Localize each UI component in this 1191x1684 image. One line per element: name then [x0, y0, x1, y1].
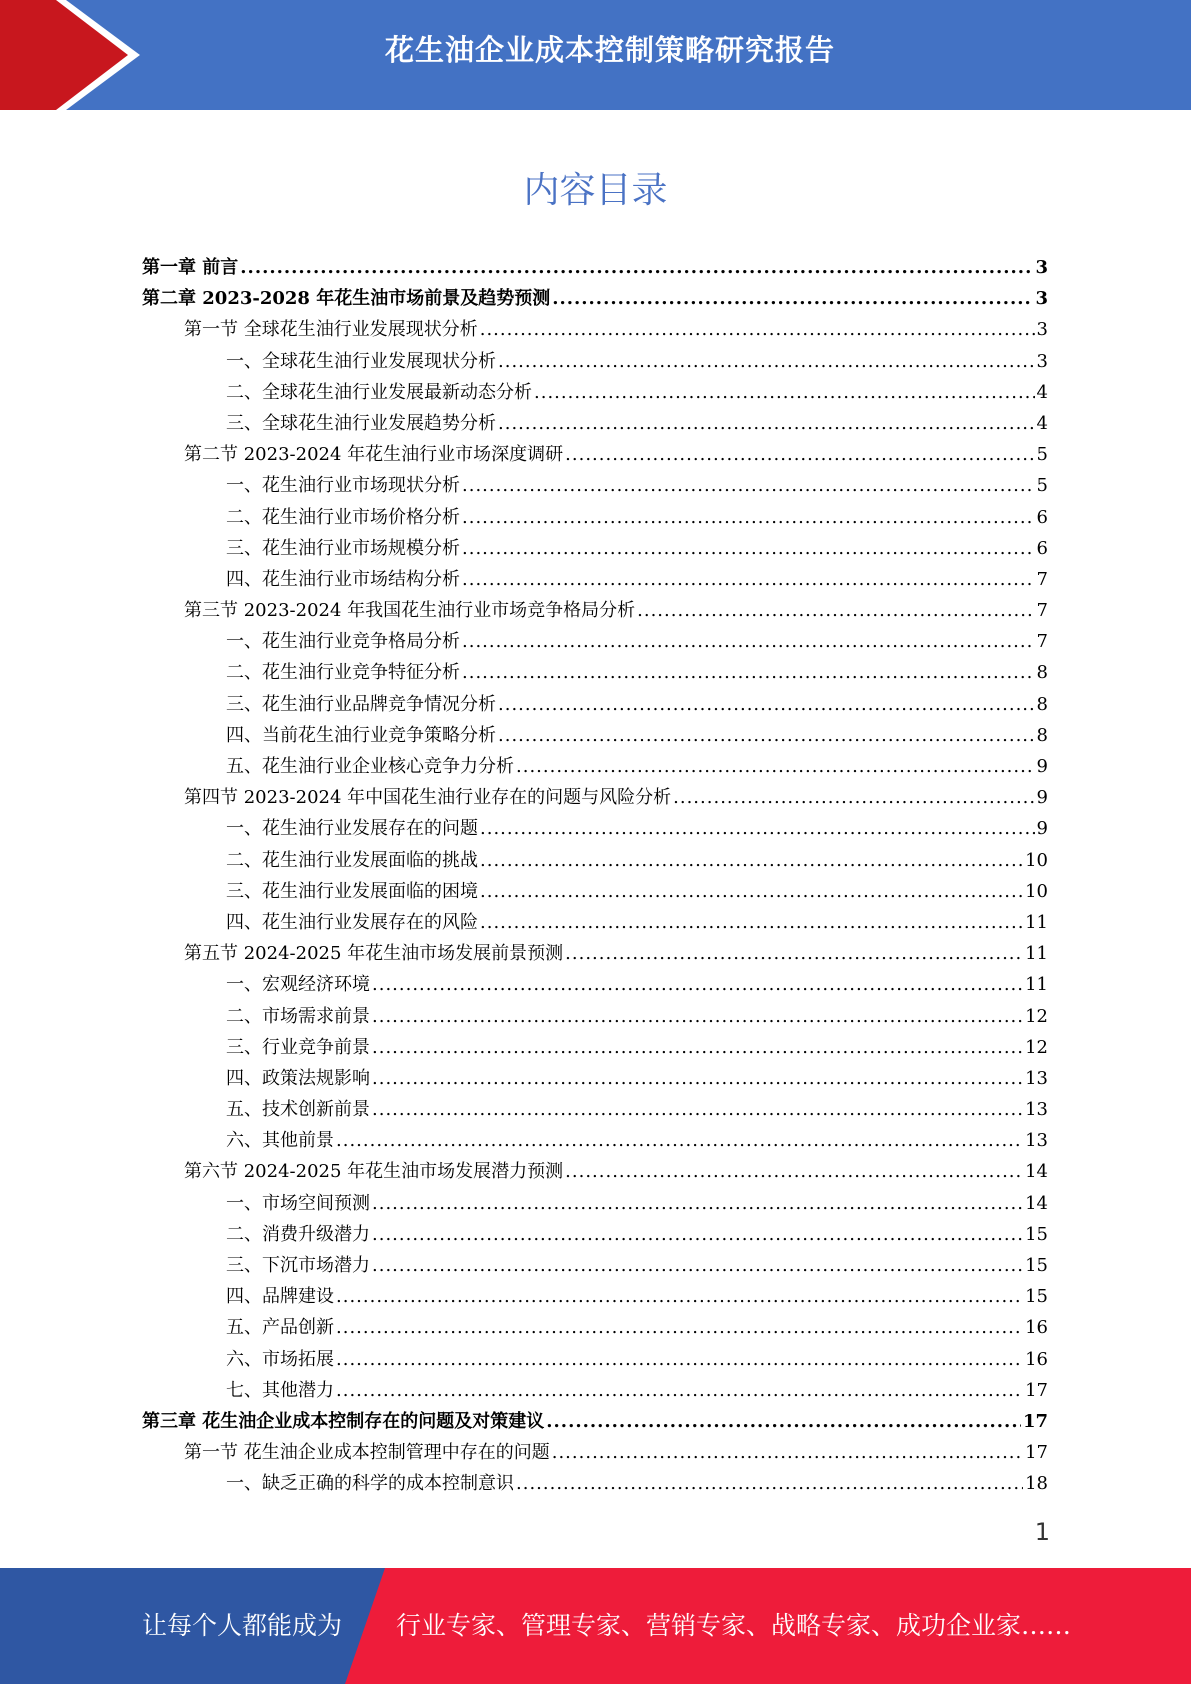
toc-leader-dots [336, 1375, 1023, 1406]
toc-entry-text: 四、当前花生油行业竞争策略分析 [226, 724, 496, 746]
toc-entry-page: 17 [1022, 1410, 1048, 1432]
toc-entry-page: 14 [1025, 1161, 1048, 1183]
toc-entry-page: 3 [1035, 288, 1048, 310]
toc-entry-page: 9 [1036, 818, 1048, 840]
toc-entry-text: 第六节 2024-2025 年花生油市场发展潜力预测 [184, 1161, 564, 1183]
toc-entry-text: 第四节 2023-2024 年中国花生油行业存在的问题与风险分析 [184, 787, 672, 809]
toc-entry-text: 第一节 全球花生油行业发展现状分析 [184, 319, 478, 341]
toc-entry-text: 四、花生油行业市场结构分析 [226, 568, 460, 590]
toc-entry-page: 16 [1025, 1317, 1048, 1339]
toc-leader-dots [498, 720, 1035, 751]
toc-entry-page: 18 [1025, 1473, 1048, 1495]
toc-entry-page: 10 [1025, 880, 1048, 902]
toc-leader-dots [546, 1406, 1021, 1437]
toc-entry-text: 第二章 2023-2028 年花生油市场前景及趋势预测 [142, 288, 551, 310]
toc-entry-page: 4 [1036, 412, 1048, 434]
toc-entry[interactable] [142, 1406, 1048, 1437]
toc-entry[interactable] [142, 782, 1048, 813]
toc-entry-text: 三、下沉市场潜力 [226, 1255, 370, 1276]
toc-entry-text: 一、宏观经济环境 [226, 974, 370, 996]
toc-entry-text: 四、政策法规影响 [226, 1067, 370, 1089]
toc-leader-dots [462, 564, 1035, 595]
toc-entry[interactable] [142, 1188, 1048, 1219]
toc-entry-page: 14 [1025, 1192, 1048, 1214]
toc-entry[interactable] [142, 595, 1048, 626]
toc-entry[interactable] [142, 845, 1048, 876]
toc-entry[interactable] [142, 1156, 1048, 1187]
toc-leader-dots [372, 1094, 1023, 1125]
toc-entry[interactable] [142, 720, 1048, 751]
toc-entry-page: 12 [1025, 1036, 1048, 1058]
toc-entry-text: 三、全球花生油行业发展趋势分析 [226, 412, 496, 434]
toc-entry-text: 二、花生油行业竞争特征分析 [226, 662, 460, 684]
toc-leader-dots [480, 907, 1023, 938]
toc-entry[interactable] [142, 969, 1048, 1000]
toc-entry-page: 5 [1036, 444, 1048, 466]
toc-leader-dots [565, 439, 1034, 470]
toc-entry[interactable] [142, 751, 1048, 782]
toc-leader-dots [534, 377, 1035, 408]
toc-leader-dots [462, 502, 1035, 533]
toc-entry-page: 8 [1036, 693, 1048, 715]
toc-leader-dots [336, 1312, 1023, 1343]
toc-entry[interactable] [142, 938, 1048, 969]
toc-leader-dots [552, 1437, 1023, 1468]
toc-entry-page: 13 [1025, 1067, 1048, 1089]
toc-entry[interactable] [142, 1281, 1048, 1312]
toc-entry-page: 4 [1036, 381, 1048, 403]
toc-entry-text: 三、花生油行业发展面临的困境 [226, 880, 478, 902]
toc-leader-dots [516, 1468, 1023, 1499]
toc-leader-dots [336, 1125, 1023, 1156]
toc-entry-text: 二、全球花生油行业发展最新动态分析 [226, 381, 532, 403]
toc-entry-page: 9 [1036, 756, 1048, 777]
toc-entry[interactable] [142, 502, 1048, 533]
toc-entry[interactable] [142, 564, 1048, 595]
toc-entry[interactable] [142, 657, 1048, 688]
toc-leader-dots [336, 1344, 1023, 1375]
toc-leader-dots [498, 689, 1035, 720]
toc-entry[interactable] [142, 1125, 1048, 1156]
toc-entry[interactable] [142, 626, 1048, 657]
toc-entry-text: 二、消费升级潜力 [226, 1223, 370, 1245]
toc-leader-dots [673, 782, 1034, 813]
toc-entry-text: 二、花生油行业市场价格分析 [226, 506, 460, 528]
toc-entry-page: 3 [1036, 350, 1048, 372]
toc-entry-page: 10 [1025, 849, 1048, 871]
toc-entry[interactable] [142, 689, 1048, 720]
toc-entry-text: 一、花生油行业市场现状分析 [226, 475, 460, 497]
toc-entry[interactable] [142, 907, 1048, 938]
toc-entry-text: 一、全球花生油行业发展现状分析 [226, 350, 496, 372]
footer-slogan-right: 行业专家、管理专家、营销专家、战略专家、成功企业家…… [396, 1611, 1072, 1640]
footer-banner [0, 1568, 1191, 1684]
toc-leader-dots [372, 1188, 1023, 1219]
toc-entry[interactable] [142, 1032, 1048, 1063]
toc-entry[interactable] [142, 252, 1048, 283]
toc-entry[interactable] [142, 1250, 1048, 1281]
toc-entry-text: 第三节 2023-2024 年我国花生油行业市场竞争格局分析 [184, 600, 636, 622]
toc-leader-dots [498, 408, 1035, 439]
toc-leader-dots [637, 595, 1034, 626]
toc-leader-dots [480, 314, 1035, 345]
toc-entry-text: 二、市场需求前景 [226, 1005, 370, 1027]
toc-entry-page: 13 [1025, 1099, 1048, 1121]
toc-entry[interactable] [142, 1468, 1048, 1499]
toc-entry-text: 一、缺乏正确的科学的成本控制意识 [226, 1473, 514, 1495]
toc-entry-text: 第一章 前言 [142, 257, 239, 278]
page-number: 1 [1034, 1518, 1050, 1546]
toc-entry[interactable] [142, 1375, 1048, 1406]
toc-leader-dots [372, 1219, 1023, 1250]
toc-entry-text: 一、花生油行业竞争格局分析 [226, 631, 460, 653]
toc-entry[interactable] [142, 1437, 1048, 1468]
footer-slogan-left: 让每个人都能成为 [142, 1611, 343, 1640]
toc-entry-page: 6 [1036, 506, 1048, 528]
toc-entry-text: 六、其他前景 [226, 1130, 334, 1152]
toc-leader-dots [462, 626, 1035, 657]
toc-entry-text: 五、产品创新 [226, 1317, 334, 1339]
toc-title: 内容目录 [523, 170, 668, 211]
toc-entry[interactable] [142, 439, 1048, 470]
toc-entry[interactable] [142, 470, 1048, 501]
toc-entry-text: 二、花生油行业发展面临的挑战 [226, 849, 478, 871]
toc-entry[interactable] [142, 314, 1048, 345]
toc-entry-page: 9 [1036, 787, 1048, 809]
toc-entry[interactable] [142, 876, 1048, 907]
toc-entry[interactable] [142, 283, 1048, 314]
toc-entry[interactable] [142, 377, 1048, 408]
toc-entry-page: 13 [1025, 1130, 1048, 1152]
toc-entry-text: 第三章 花生油企业成本控制存在的问题及对策建议 [142, 1410, 545, 1432]
toc-entry[interactable] [142, 1094, 1048, 1125]
toc-entry[interactable] [142, 1001, 1048, 1032]
toc-entry-text: 三、花生油行业品牌竞争情况分析 [226, 693, 496, 715]
toc-entry[interactable] [142, 1312, 1048, 1343]
toc-entry[interactable] [142, 346, 1048, 377]
toc-entry-text: 第五节 2024-2025 年花生油市场发展前景预测 [184, 943, 564, 965]
toc-leader-dots [372, 1001, 1023, 1032]
toc-entry-page: 6 [1036, 537, 1048, 559]
toc-entry-text: 五、花生油行业企业核心竞争力分析 [226, 756, 514, 777]
toc-leader-dots [565, 938, 1023, 969]
toc-leader-dots [565, 1156, 1023, 1187]
toc-entry[interactable] [142, 408, 1048, 439]
toc-entry[interactable] [142, 533, 1048, 564]
header-banner [0, 0, 1191, 110]
toc-leader-dots [462, 657, 1035, 688]
table-of-contents [142, 252, 1048, 1500]
toc-entry-text: 四、花生油行业发展存在的风险 [226, 911, 478, 933]
toc-entry-page: 11 [1025, 943, 1048, 965]
toc-leader-dots [498, 346, 1035, 377]
toc-entry-text: 三、行业竞争前景 [226, 1036, 370, 1058]
toc-entry-page: 3 [1036, 319, 1048, 341]
toc-entry-page: 7 [1036, 600, 1048, 622]
toc-entry-text: 四、品牌建设 [226, 1286, 334, 1308]
toc-leader-dots [372, 1063, 1023, 1094]
toc-entry-page: 15 [1025, 1255, 1048, 1276]
toc-entry[interactable] [142, 1344, 1048, 1375]
toc-entry-page: 3 [1035, 257, 1048, 278]
toc-entry-text: 一、花生油行业发展存在的问题 [226, 818, 478, 840]
toc-leader-dots [480, 813, 1035, 844]
toc-entry-text: 七、其他潜力 [226, 1379, 334, 1401]
toc-leader-dots [372, 969, 1023, 1000]
toc-entry-page: 12 [1025, 1005, 1048, 1027]
toc-leader-dots [462, 470, 1035, 501]
toc-entry-page: 8 [1036, 662, 1048, 684]
toc-leader-dots [240, 252, 1033, 283]
toc-entry-page: 17 [1025, 1379, 1048, 1401]
toc-entry-text: 六、市场拓展 [226, 1348, 334, 1370]
toc-entry-page: 11 [1025, 974, 1048, 996]
toc-entry-page: 15 [1025, 1286, 1048, 1308]
toc-entry-page: 17 [1025, 1442, 1048, 1464]
toc-entry-page: 8 [1036, 724, 1048, 746]
header-title: 花生油企业成本控制策略研究报告 [384, 33, 835, 67]
toc-leader-dots [552, 283, 1033, 314]
toc-entry[interactable] [142, 1219, 1048, 1250]
toc-entry-text: 一、市场空间预测 [226, 1192, 370, 1214]
toc-leader-dots [516, 751, 1035, 782]
toc-entry-page: 7 [1036, 631, 1048, 653]
toc-entry[interactable] [142, 813, 1048, 844]
toc-entry-page: 7 [1036, 568, 1048, 590]
toc-leader-dots [462, 533, 1035, 564]
toc-entry-page: 11 [1025, 911, 1048, 933]
toc-leader-dots [480, 845, 1023, 876]
toc-entry-page: 15 [1025, 1223, 1048, 1245]
toc-leader-dots [480, 876, 1023, 907]
toc-entry-page: 16 [1025, 1348, 1048, 1370]
toc-entry-page: 5 [1036, 475, 1048, 497]
toc-leader-dots [372, 1250, 1023, 1281]
toc-entry[interactable] [142, 1063, 1048, 1094]
toc-entry-text: 三、花生油行业市场规模分析 [226, 537, 460, 559]
toc-leader-dots [372, 1032, 1023, 1063]
toc-entry-text: 第一节 花生油企业成本控制管理中存在的问题 [184, 1442, 550, 1464]
toc-entry-text: 第二节 2023-2024 年花生油行业市场深度调研 [184, 444, 564, 466]
toc-entry-text: 五、技术创新前景 [226, 1099, 370, 1121]
toc-leader-dots [336, 1281, 1023, 1312]
